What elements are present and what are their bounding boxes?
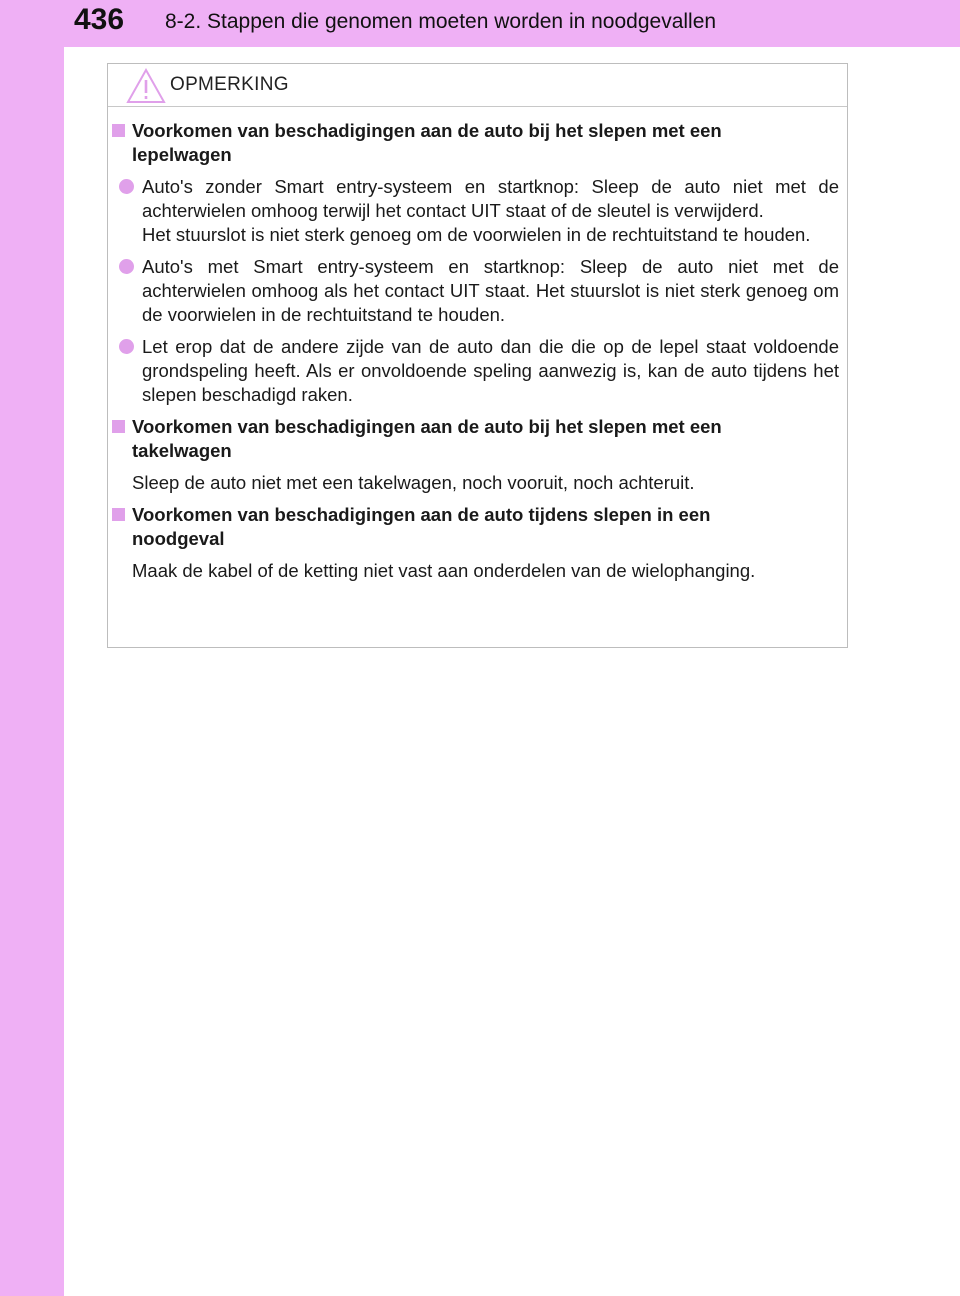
notice-label: OPMERKING [170,74,289,95]
header-divider [64,45,960,47]
round-bullet-icon [119,179,134,194]
warning-triangle-icon [126,68,166,104]
round-bullet-icon [119,259,134,274]
list-item-text: Let erop dat de andere zijde van de auto dan die die op de lepel staat voldoende grondspeling heeft. Als er onvoldoende speling aanwezig is, kan de auto tijdens het slepen beschadigd raken. [142,336,839,405]
list-item-text-extra: Het stuurslot is niet sterk genoeg om de voorwielen in de rechtuitstand te houden. [142,224,811,245]
section-heading-text: Voorkomen van beschadigingen aan de auto tijdens slepen in een noodgeval [132,504,711,549]
square-bullet-icon [112,508,125,521]
list-item [142,175,839,247]
list-item [142,255,839,327]
section-text: Maak de kabel of de ketting niet vast aan onderdelen van de wielophanging. [132,560,756,581]
notice-content [108,119,847,583]
page-number: 436 [74,3,125,36]
round-bullet-icon [119,339,134,354]
section-heading-text: Voorkomen van beschadigingen aan de auto bij het slepen met een takelwagen [132,416,722,461]
section-text: Sleep de auto niet met een takelwagen, noch vooruit, noch achteruit. [132,472,695,493]
section-heading-text: Voorkomen van beschadigingen aan de auto bij het slepen met een lepelwagen [132,120,722,165]
square-bullet-icon [112,124,125,137]
notice-box [107,63,848,648]
list-item-text: Auto's zonder Smart entry-systeem en startknop: Sleep de auto niet met de achterwielen omhoog terwijl het contact UIT staat of de sleutel is verwijderd. [142,176,839,221]
list-item [142,335,839,407]
section-heading [132,415,772,463]
square-bullet-icon [112,420,125,433]
notice-header [108,64,847,107]
list-item-text: Auto's met Smart entry-systeem en startknop: Sleep de auto niet met de achterwielen omhoog als het contact UIT staat. Het stuurslot is niet sterk genoeg om de voorwielen in de rechtuitstand te houden. [142,256,839,325]
side-tab [0,0,64,1296]
section-title: 8-2. Stappen die genomen moeten worden in noodgevallen [165,10,717,33]
section-heading [132,119,772,167]
section-heading [132,503,772,551]
